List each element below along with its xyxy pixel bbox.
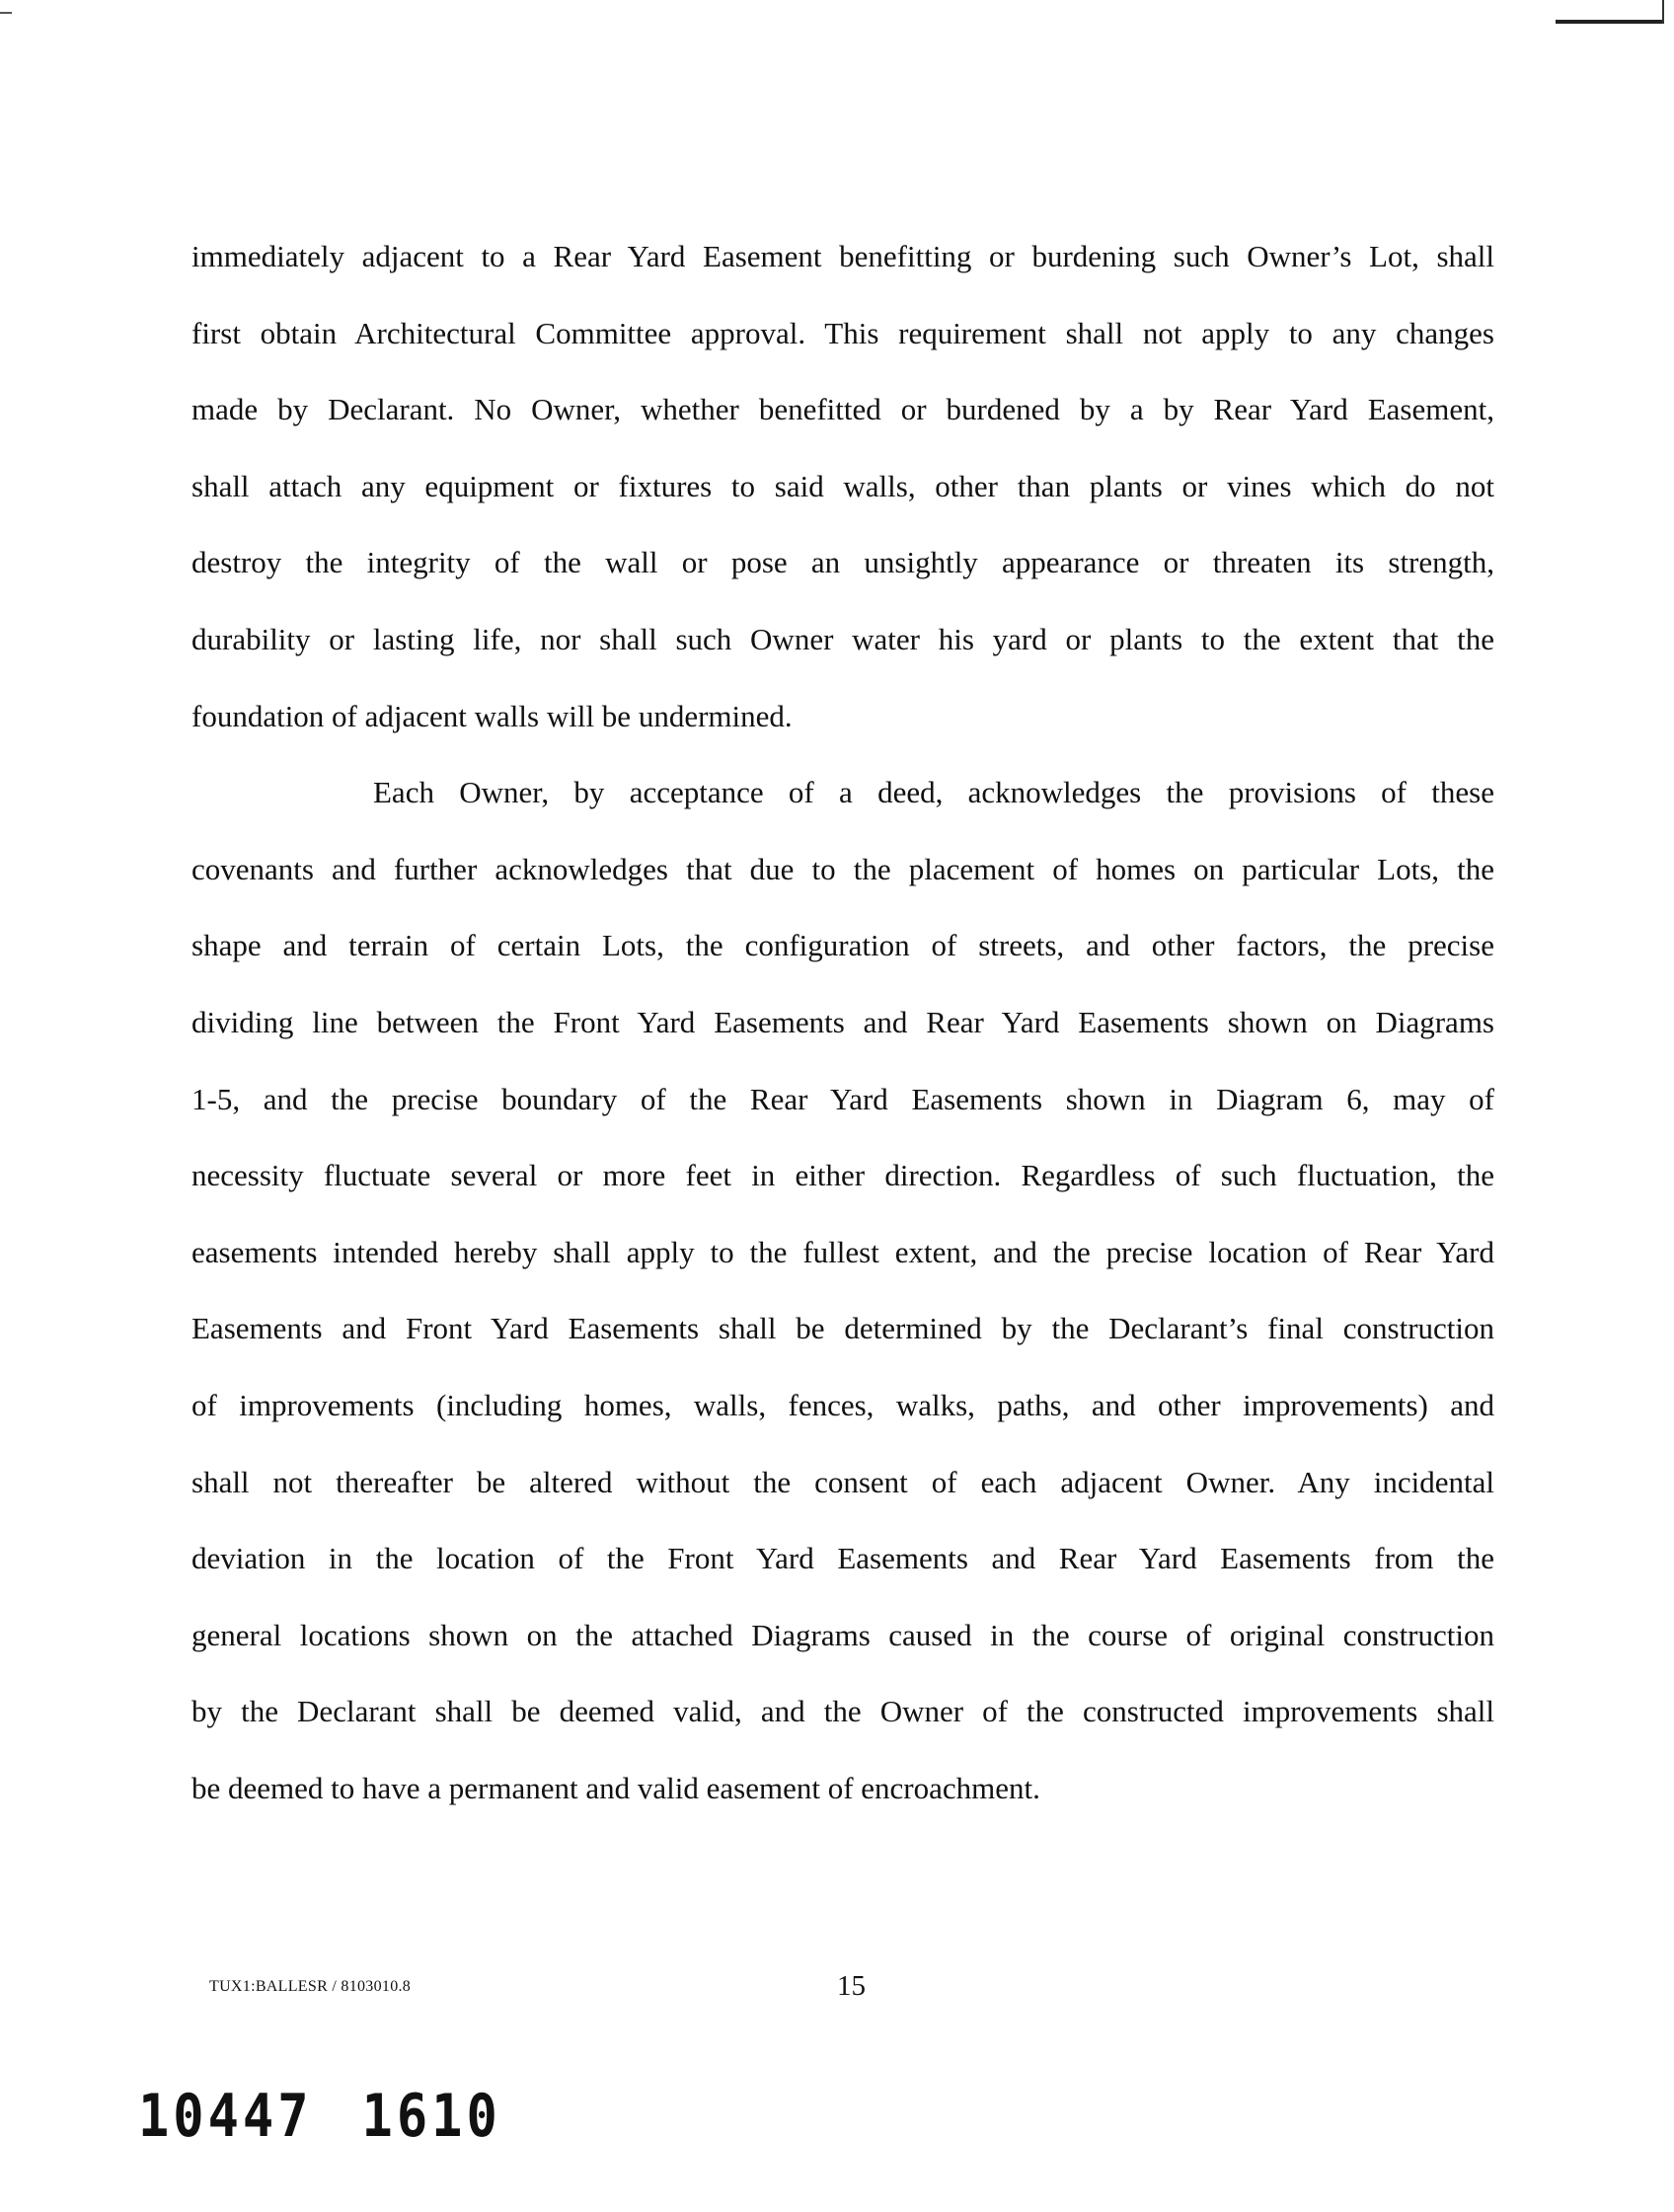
paragraph-2-line-6: necessity fluctuate several or more feet in either direction. Regardless of such fluctuation, the [191, 1158, 1494, 1193]
paragraph-1-line-5: destroy the integrity of the wall or pose an unsightly appearance or threaten its strength, [191, 545, 1494, 580]
paragraph-1-line-7: foundation of adjacent walls will be undermined. [191, 698, 793, 733]
paragraph-2-line-1: Each Owner, by acceptance of a deed, acknowledges the provisions of these [373, 775, 1494, 810]
paragraph-2-line-14: be deemed to have a permanent and valid easement of encroachment. [191, 1770, 1040, 1805]
paragraph-2-line-12: general locations shown on the attached Diagrams caused in the course of original construction [191, 1617, 1494, 1652]
paragraph-1-line-1: immediately adjacent to a Rear Yard Easement benefitting or burdening such Owner’s Lot, shall [191, 239, 1494, 273]
paragraph-1-line-3: made by Declarant. No Owner, whether benefitted or burdened by a by Rear Yard Easement, [191, 392, 1494, 427]
paragraph-2-line-13: by the Declarant shall be deemed valid, and the Owner of the constructed improvements shall [191, 1694, 1494, 1729]
stamp-page-number: 1610 [361, 2083, 501, 2151]
document-body [191, 231, 1494, 1839]
paragraph-1-line-2: first obtain Architectural Committee approval. This requirement shall not apply to any changes [191, 315, 1494, 350]
paragraph-2-line-8: Easements and Front Yard Easements shall be determined by the Declarant’s final construction [191, 1311, 1494, 1346]
paragraph-2-line-4: dividing line between the Front Yard Easements and Rear Yard Easements shown on Diagrams [191, 1004, 1494, 1039]
paragraph-1-line-6: durability or lasting life, nor shall such Owner water his yard or plants to the extent that the [191, 621, 1494, 656]
paragraph-2-line-3: shape and terrain of certain Lots, the configuration of streets, and other factors, the precise [191, 928, 1494, 963]
paragraph-2-line-7: easements intended hereby shall apply to the fullest extent, and the precise location of Rear Yard [191, 1234, 1494, 1269]
paragraph-2-line-10: shall not thereafter be altered without the consent of each adjacent Owner. Any incidental [191, 1464, 1494, 1499]
stamp-book-number: 10447 [138, 2083, 313, 2151]
paragraph-2-line-5: 1-5, and the precise boundary of the Rear Yard Easements shown in Diagram 6, may of [191, 1081, 1494, 1116]
scan-artifact-left [0, 12, 12, 14]
page-number: 15 [837, 1970, 866, 2002]
recording-stamp [138, 2083, 501, 2151]
scan-artifact-right [1556, 20, 1664, 24]
footer-document-id: TUX1:BALLESR / 8103010.8 [209, 1978, 412, 1995]
paragraph-2-line-11: deviation in the location of the Front Yard Easements and Rear Yard Easements from the [191, 1541, 1494, 1576]
paragraph-2-line-9: of improvements (including homes, walls, fences, walks, paths, and other improvements) and [191, 1387, 1494, 1422]
paragraph-2-line-2: covenants and further acknowledges that due to the placement of homes on particular Lots, the [191, 851, 1494, 886]
paragraph-1-line-4: shall attach any equipment or fixtures to said walls, other than plants or vines which do not [191, 468, 1494, 503]
